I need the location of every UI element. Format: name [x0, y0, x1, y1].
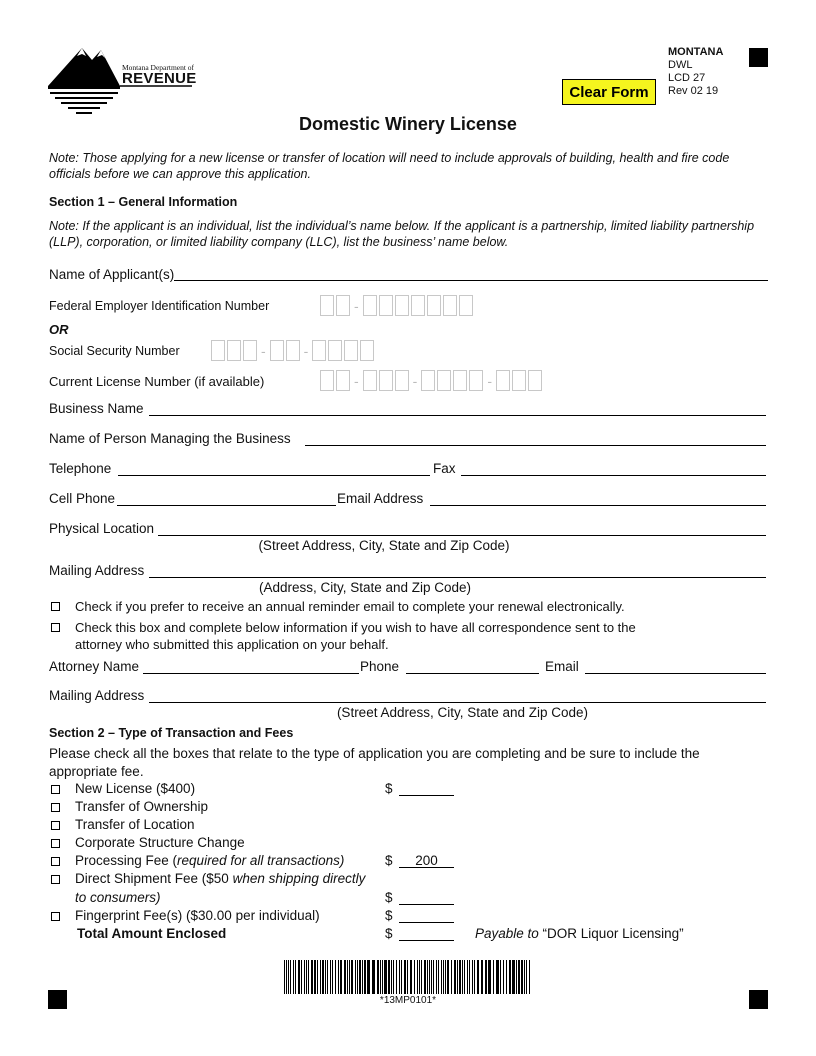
- attorney-phone-input[interactable]: [406, 659, 539, 674]
- mailing-input[interactable]: [149, 563, 766, 578]
- processing-fee-italic: required for all transactions): [177, 853, 345, 868]
- section-2-intro: Please check all the boxes that relate to the type of application you are completing and be sure to include the appropriate fee.: [49, 746, 700, 779]
- registration-mark-top-right: [749, 48, 768, 67]
- section-1-heading: Section 1 – General Information: [49, 195, 238, 209]
- payable-name: “DOR Liquor Licensing”: [538, 926, 684, 941]
- or-label: OR: [49, 322, 69, 337]
- transfer-location-checkbox[interactable]: [51, 821, 60, 830]
- org-big-text: REVENUE: [122, 70, 197, 87]
- fingerprint-checkbox[interactable]: [51, 912, 60, 921]
- direct-shipment-checkbox[interactable]: [51, 875, 60, 884]
- telephone-label: Telephone: [49, 461, 112, 476]
- direct-shipment-label: [75, 871, 365, 886]
- manager-label: Name of Person Managing the Business: [49, 431, 291, 446]
- new-license-amount[interactable]: [399, 781, 454, 796]
- processing-fee-amount[interactable]: [399, 853, 454, 868]
- business-input[interactable]: [149, 401, 766, 416]
- processing-fee-dollar: $: [385, 853, 393, 868]
- license-input[interactable]: - - -: [320, 370, 544, 391]
- payable-text: [475, 926, 684, 941]
- section-1-note: Note: If the applicant is an individual, list the individual’s name below. If the applicant is a partnership, limited liability partnership (LLP), corporation, or limited liability company (LLC), list the business’ name below.: [49, 219, 755, 249]
- attorney-phone-label: Phone: [360, 659, 400, 674]
- new-license-label: New License ($400): [75, 781, 196, 796]
- total-label: Total Amount Enclosed: [77, 926, 227, 941]
- form-revision: Rev 02 19: [668, 85, 719, 97]
- new-license-checkbox[interactable]: [51, 785, 60, 794]
- direct-shipment-italic-2: to consumers): [75, 890, 161, 905]
- applicant-label: Name of Applicant(s): [49, 267, 175, 282]
- email-label: Email Address: [337, 491, 424, 506]
- transfer-location-label: Transfer of Location: [75, 817, 195, 832]
- attorney-email-input[interactable]: [585, 659, 766, 674]
- email-input[interactable]: [430, 491, 766, 506]
- payable-italic: Payable to: [475, 926, 539, 941]
- fingerprint-label: Fingerprint Fee(s) ($30.00 per individual): [75, 908, 320, 923]
- attorney-check-label-2: attorney who submitted this application on your behalf.: [75, 637, 389, 652]
- direct-shipment-dollar: $: [385, 890, 393, 905]
- physical-caption: (Street Address, City, State and Zip Code): [258, 538, 510, 553]
- manager-input[interactable]: [305, 431, 766, 446]
- attorney-check-label: Check this box and complete below information if you wish to have all correspondence sent to the: [75, 620, 636, 635]
- license-label: Current License Number (if available): [49, 374, 265, 389]
- registration-mark-bottom-left: [48, 990, 67, 1009]
- business-label: Business Name: [49, 401, 144, 416]
- form-code: DWL: [668, 59, 693, 71]
- attorney-mailing-input[interactable]: [149, 688, 766, 703]
- fein-label: Federal Employer Identification Number: [49, 299, 270, 313]
- total-amount[interactable]: [399, 926, 454, 941]
- total-dollar: $: [385, 926, 393, 941]
- corporate-change-label: Corporate Structure Change: [75, 835, 245, 850]
- attorney-name-label: Attorney Name: [49, 659, 140, 674]
- fax-input[interactable]: [461, 461, 766, 476]
- direct-shipment-label-2: [75, 890, 161, 905]
- mailing-label: Mailing Address: [49, 563, 145, 578]
- physical-input[interactable]: [158, 521, 766, 536]
- cell-input[interactable]: [117, 491, 336, 506]
- corporate-change-checkbox[interactable]: [51, 839, 60, 848]
- reminder-label: Check if you prefer to receive an annual reminder email to complete your renewal electronically.: [75, 599, 625, 614]
- registration-mark-bottom-right: [749, 990, 768, 1009]
- fax-label: Fax: [433, 461, 456, 476]
- processing-fee-label: [75, 853, 344, 868]
- reminder-checkbox[interactable]: [51, 602, 60, 611]
- attorney-name-input[interactable]: [143, 659, 359, 674]
- cell-label: Cell Phone: [49, 491, 116, 506]
- page-title: Domestic Winery License: [299, 114, 517, 134]
- fein-input[interactable]: -: [320, 295, 475, 316]
- attorney-mailing-label: Mailing Address: [49, 688, 145, 703]
- direct-shipment-amount[interactable]: [399, 890, 454, 905]
- new-license-dollar: $: [385, 781, 393, 796]
- applicant-input[interactable]: [174, 266, 768, 281]
- form-state: MONTANA: [668, 46, 724, 58]
- barcode: [284, 960, 532, 994]
- fingerprint-dollar: $: [385, 908, 393, 923]
- section-2-heading: Section 2 – Type of Transaction and Fees: [49, 726, 294, 740]
- revenue-logo: [46, 46, 196, 118]
- transfer-ownership-checkbox[interactable]: [51, 803, 60, 812]
- org-small-text: Montana Department of: [122, 63, 195, 72]
- transfer-ownership-label: Transfer of Ownership: [75, 799, 209, 814]
- processing-fee-checkbox[interactable]: [51, 857, 60, 866]
- attorney-checkbox[interactable]: [51, 623, 60, 632]
- ssn-input[interactable]: - -: [211, 340, 376, 361]
- processing-fee-value: 200: [415, 853, 438, 868]
- form-code-2: LCD 27: [668, 72, 706, 84]
- attorney-email-label: Email: [545, 659, 579, 674]
- attorney-mailing-caption: (Street Address, City, State and Zip Code): [336, 705, 589, 720]
- direct-shipment-text: Direct Shipment Fee ($50: [75, 871, 233, 886]
- telephone-input[interactable]: [118, 461, 430, 476]
- top-note: Note: Those applying for a new license or transfer of location will need to include approvals of building, health and fire code officials before we can approve this application.: [49, 151, 730, 181]
- ssn-label: Social Security Number: [49, 344, 180, 358]
- physical-label: Physical Location: [49, 521, 155, 536]
- processing-fee-text: Processing Fee (: [75, 853, 178, 868]
- clear-form-button[interactable]: Clear Form: [562, 79, 656, 105]
- direct-shipment-italic: when shipping directly: [232, 871, 366, 886]
- fingerprint-amount[interactable]: [399, 908, 454, 923]
- mailing-caption: (Address, City, State and Zip Code): [258, 580, 472, 595]
- barcode-text: *13MP0101*: [379, 995, 437, 1006]
